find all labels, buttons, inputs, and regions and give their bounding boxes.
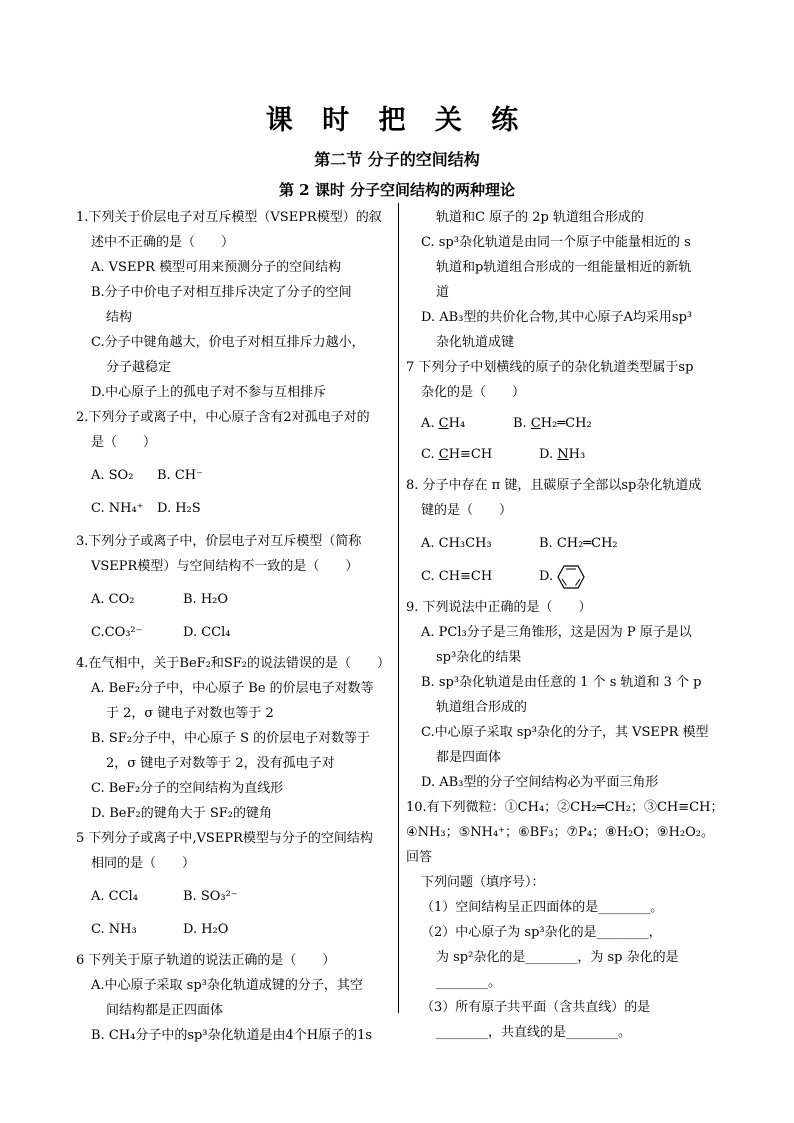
right-column [406,205,726,1045]
question-1 [76,205,391,405]
q10-part3-line1: （3）所有原子共平面（含共直线）的是 [421,1000,651,1015]
q3-option-b: B. H₂O [183,592,229,607]
q1-option-b-line1: B.分子中价电子对相互排斥决定了分子的空间 [91,285,352,300]
q5-option-c: C. NH₃ [91,922,137,937]
lesson-heading: 第 2 课时 分子空间结构的两种理论 [278,181,516,199]
q4-option-b-line1: B. SF₂分子中，中心原子 S 的价层电子对数等于 [91,731,371,746]
q9-option-c-line2: 都是四面体 [436,750,502,765]
q6-option-c-line3: 道 [436,285,450,300]
q3-stem-line1: 3.下列分子或离子中，价层电子对互斥模型（简称 [76,534,362,549]
q10-part2-line1: （2）中心原子为 sp³杂化的是________， [421,925,662,940]
q8-option-d: D. [539,564,585,589]
q10-part2-line3: ________。 [436,975,502,990]
q2-stem-line1: 2.下列分子或离子中，中心原子含有2对孤电子对的 [76,410,370,425]
q9-option-d: D. AB₃型的分子空间结构必为平面三角形 [421,775,659,790]
question-3 [76,529,391,651]
question-5 [76,826,391,948]
q1-option-c-line1: C.分子中键角越大，价电子对相互排斥力越小， [91,335,365,350]
q9-option-a-line1: A. PCl₃分子是三角锥形，这是因为 P 原子是以 [421,625,692,640]
q9-stem: 9. 下列说法中正确的是（ ） [406,600,592,615]
q1-stem-line2: 述中不正确的是（ ） [91,235,235,250]
worksheet-title: 课 时 把 关 练 [265,105,529,136]
q7-option-b: B. CH₂═CH₂ [513,416,592,431]
question-10 [406,795,726,1045]
q5-option-d: D. H₂O [183,922,229,937]
q10-part2-line2: 为 sp²杂化的是________，为 sp 杂化的是 [436,950,679,965]
q6-option-d-line1: D. AB₃型的共价化合物,其中心原子A均采用sp³ [421,310,693,325]
question-9 [406,595,726,795]
q1-option-c-line2: 分子越稳定 [106,360,172,375]
question-4 [76,651,391,826]
q3-option-d: D. CCl₄ [183,625,231,640]
question-2 [76,405,391,529]
q4-option-a-line2: 于 2，σ 键电子对数也等于 2 [106,706,274,721]
q8-stem-line1: 8. 分子中存在 π 键，且碳原子全部以sp杂化轨道成 [406,478,702,493]
q3-option-a: A. CO₂ [91,592,135,607]
q7-option-c: C. CH≡CH [421,447,493,462]
q4-option-c: C. BeF₂分子的空间结构为直线形 [91,781,284,796]
question-8 [406,473,726,595]
q8-option-b: B. CH₂═CH₂ [539,536,618,551]
q1-stem-line1: 1.下列关于价层电子对互斥模型（VSEPR模型）的叙 [76,210,382,225]
q2-option-c: C. NH₄⁺ [91,501,144,516]
q6-stem: 6 下列关于原子轨道的说法正确的是（ ） [76,953,336,968]
q10-line1: 10.有下列微粒：①CH₄；②CH₂═CH₂；③CH≡CH； [406,800,724,815]
q1-option-b-line2: 结构 [106,310,133,325]
q10-part1: （1）空间结构呈正四面体的是________。 [421,900,664,915]
q8-option-c: C. CH≡CH [421,569,493,584]
q9-option-c-line1: C.中心原子采取 sp³杂化的分子，其 VSEPR 模型 [421,725,709,740]
q7-stem-line1: 7 下列分子中划横线的原子的杂化轨道类型属于sp [406,360,694,375]
q5-option-a: A. CCl₄ [91,889,138,904]
q2-option-d: D. H₂S [157,501,201,516]
q2-stem-line2: 是（ ） [91,435,157,450]
q7-option-d: D. NH₃ [539,447,586,462]
q10-line2: ④NH₃；⑤NH₄⁺；⑥BF₃；⑦P₄；⑧H₂O；⑨H₂O₂。回答 [406,825,715,865]
q5-stem-line1: 5 下列分子或离子中,VSEPR模型与分子的空间结构 [76,831,373,846]
q3-stem-line2: VSEPR模型）与空间结构不一致的是（ ） [91,559,359,574]
q9-option-a-line2: sp³杂化的结果 [436,650,522,665]
q1-option-d: D.中心原子上的孤电子对不参与互相排斥 [91,385,327,400]
q10-line3: 下列问题（填序号）： [421,875,545,890]
q10-part3-line2: ________，共直线的是________。 [436,1025,632,1040]
q2-option-a: A. SO₂ [91,468,134,483]
q8-option-a: A. CH₃CH₃ [421,536,492,551]
q4-stem: 4.在气相中，关于BeF₂和SF₂的说法错误的是（ ） [76,656,391,671]
q5-option-b: B. SO₃²⁻ [183,889,238,904]
q6-option-a-line2: 间结构都是正四面体 [106,1003,224,1018]
q3-option-c: C.CO₃²⁻ [91,625,143,640]
question-7 [406,355,726,473]
q4-option-d: D. BeF₂的键角大于 SF₂的键角 [91,806,272,821]
q6-option-c-line2: 轨道和p轨道组合形成的一组能量相近的新轨 [436,260,692,275]
q7-option-a: A. CH₄ [421,416,466,431]
left-column [76,205,391,1048]
question-6-continued [406,205,726,355]
q4-option-a-line1: A. BeF₂分子中，中心原子 Be 的价层电子对数等 [91,681,374,696]
q5-stem-line2: 相同的是（ ） [91,856,196,871]
q6-option-b-line1: B. CH₄分子中的sp³杂化轨道是由4个H原子的1s [91,1028,373,1043]
q2-option-b: B. CH⁻ [157,468,203,483]
q7-stem-line2: 杂化的是（ ） [421,385,526,400]
benzene-ring-icon [557,565,585,589]
q4-option-b-line2: 2，σ 键电子对数等于 2，没有孤电子对 [106,756,335,771]
q1-option-a: A. VSEPR 模型可用来预测分子的空间结构 [91,260,342,275]
q6-option-d-line2: 杂化轨道成键 [436,335,515,350]
q9-option-b-line1: B. sp³杂化轨道是由任意的 1 个 s 轨道和 3 个 p [421,675,702,690]
q6-option-c-line1: C. sp³杂化轨道是由同一个原子中能量相近的 s [421,235,691,250]
column-divider [398,203,399,1013]
section-heading: 第二节 分子的空间结构 [314,150,480,169]
q9-option-b-line2: 轨道组合形成的 [436,700,528,715]
q8-stem-line2: 键的是（ ） [421,503,513,518]
question-6 [76,948,391,1048]
q6-option-b-line2: 轨道和C 原子的 2p 轨道组合形成的 [436,210,644,225]
q6-option-a-line1: A.中心原子采取 sp³杂化轨道成键的分子，其空 [91,978,363,993]
